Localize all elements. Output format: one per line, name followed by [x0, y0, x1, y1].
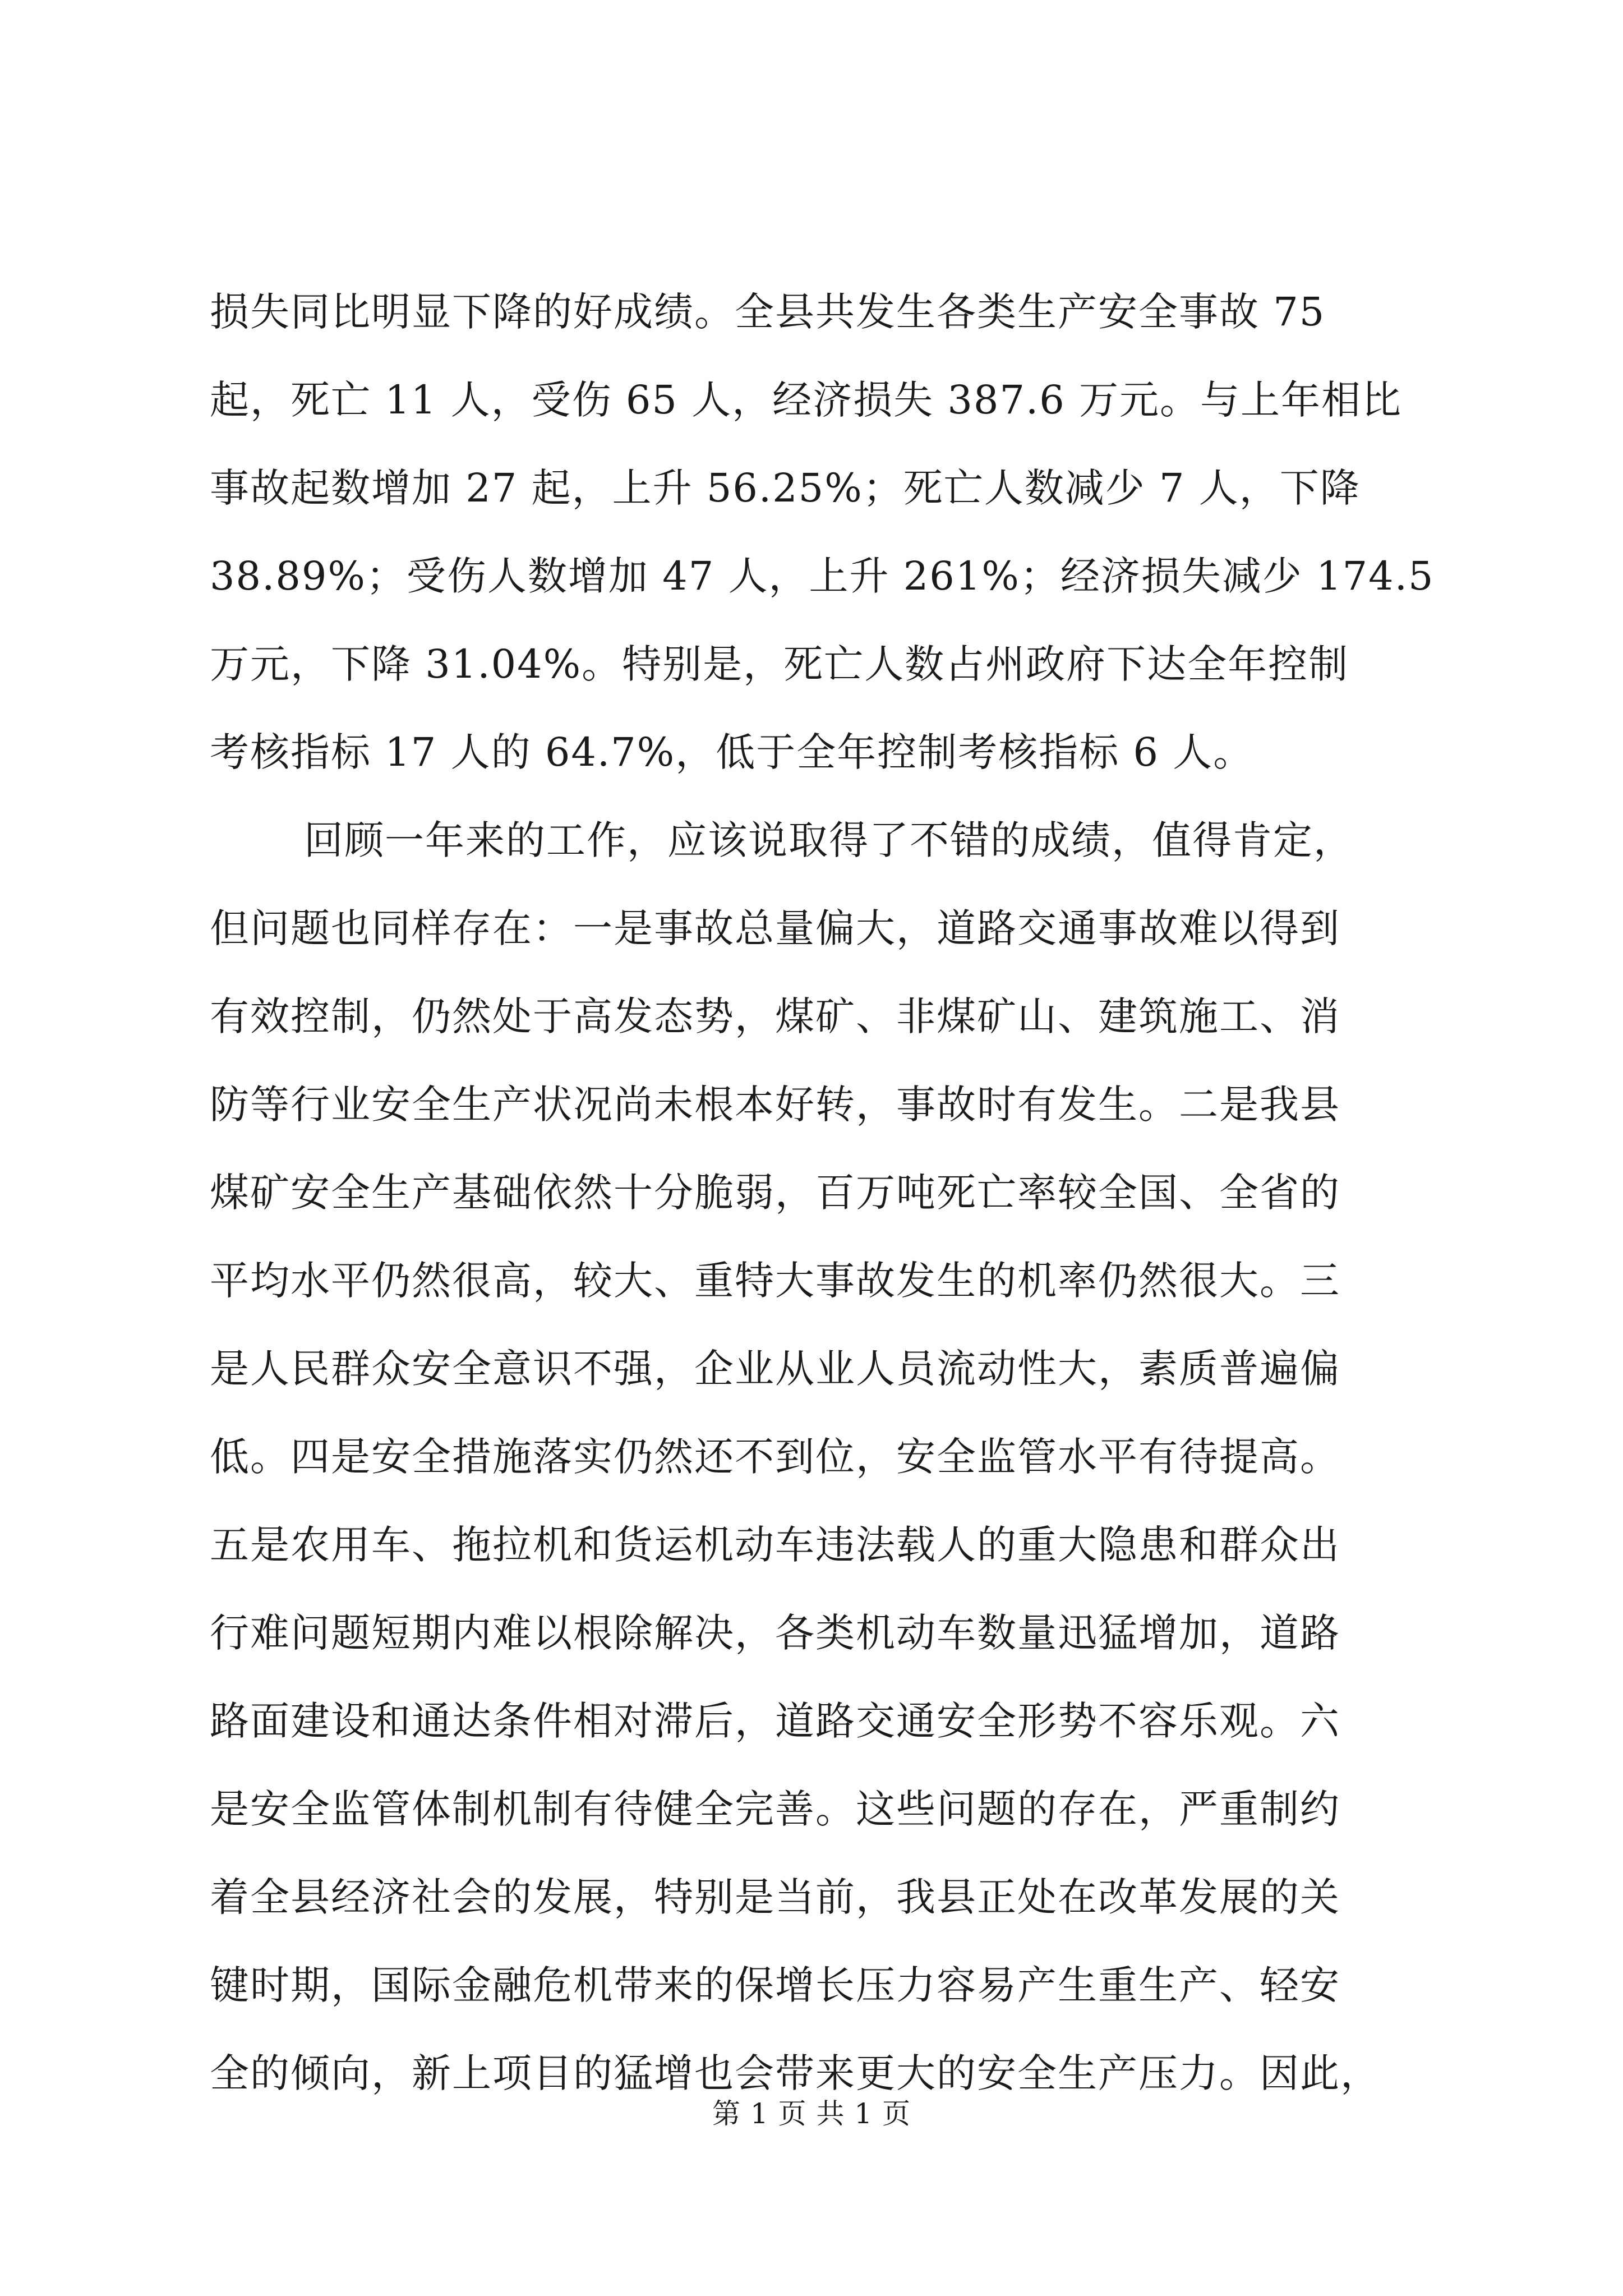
text-line: 38.89%；受伤人数增加 47 人，上升 261%；经济损失减少 174.5 [210, 553, 1435, 599]
text-line: 低。四是安全措施落实仍然还不到位，安全监管水平有待提高。 [210, 1434, 1340, 1480]
text-line: 防等行业安全生产状况尚未根本好转，事故时有发生。二是我县 [210, 1082, 1340, 1128]
text-line: 是人民群众安全意识不强，企业从业人员流动性大，素质普遍偏 [210, 1346, 1340, 1392]
text-line: 损失同比明显下降的好成绩。全县共发生各类生产安全事故 75 [210, 289, 1326, 335]
paragraph-start-line: 回顾一年来的工作，应该说取得了不错的成绩，值得肯定， [304, 817, 1354, 863]
text-line: 键时期，国际金融危机带来的保增长压力容易产生重生产、轻安 [210, 1962, 1340, 2008]
body-text [210, 268, 1435, 2118]
text-line: 万元，下降 31.04%。特别是，死亡人数占州政府下达全年控制 [210, 641, 1349, 687]
text-line: 但问题也同样存在：一是事故总量偏大，道路交通事故难以得到 [210, 905, 1340, 951]
text-line: 五是农用车、拖拉机和货运机动车违法载人的重大隐患和群众出 [210, 1522, 1340, 1568]
text-line: 考核指标 17 人的 64.7%，低于全年控制考核指标 6 人。 [210, 729, 1254, 775]
text-line: 起，死亡 11 人，受伤 65 人，经济损失 387.6 万元。与上年相比 [210, 377, 1403, 423]
text-line: 路面建设和通达条件相对滞后，道路交通安全形势不容乐观。六 [210, 1698, 1340, 1744]
text-line: 全的倾向，新上项目的猛增也会带来更大的安全生产压力。因此， [210, 2050, 1381, 2096]
text-line: 煤矿安全生产基础依然十分脆弱，百万吨死亡率较全国、全省的 [210, 1170, 1340, 1216]
text-line: 是安全监管体制机制有待健全完善。这些问题的存在，严重制约 [210, 1786, 1340, 1832]
text-line: 着全县经济社会的发展，特别是当前，我县正处在改革发展的关 [210, 1874, 1340, 1920]
text-line: 有效控制，仍然处于高发态势，煤矿、非煤矿山、建筑施工、消 [210, 993, 1340, 1039]
text-line: 事故起数增加 27 起，上升 56.25%；死亡人数减少 7 人，下降 [210, 465, 1361, 511]
text-line: 行难问题短期内难以根除解决，各类机动车数量迅猛增加，道路 [210, 1610, 1340, 1656]
text-line: 平均水平仍然很高，较大、重特大事故发生的机率仍然很大。三 [210, 1258, 1340, 1304]
page-footer: 第 1 页 共 1 页 [712, 2097, 911, 2130]
